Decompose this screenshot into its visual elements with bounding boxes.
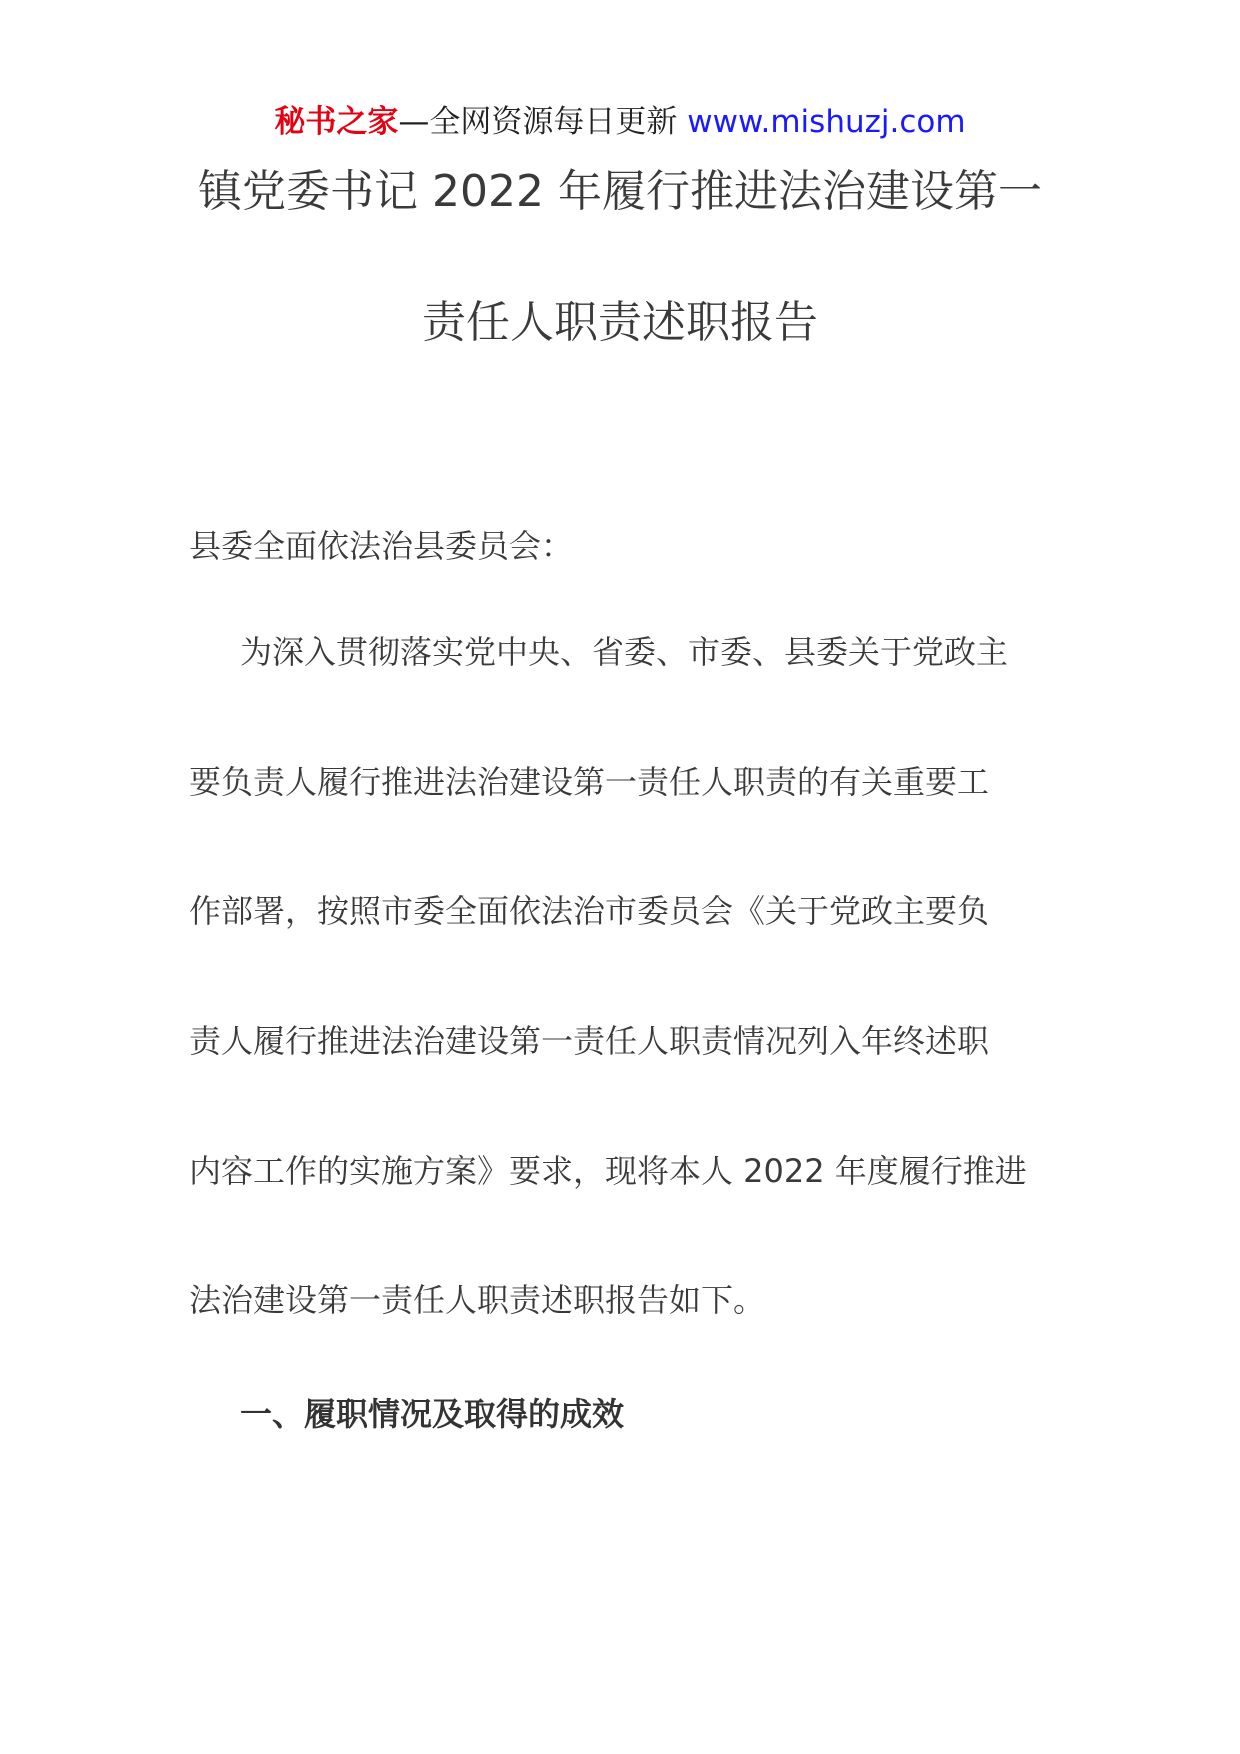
site-header bbox=[0, 102, 1240, 142]
paragraph-line: 内容工作的实施方案》要求，现将本人 2022 年度履行推进 bbox=[189, 1152, 1027, 1190]
paragraph-line: 要负责人履行推进法治建设第一责任人职责的有关重要工 bbox=[189, 763, 990, 801]
website-link[interactable]: www.mishuzj.com bbox=[687, 104, 966, 140]
brand-name: 秘书之家 bbox=[274, 104, 399, 140]
paragraph-line: 作部署，按照市委全面依法治市委员会《关于党政主要负 bbox=[189, 892, 990, 930]
salutation: 县委全面依法治县委员会： bbox=[189, 527, 574, 565]
document-title-line-2: 责任人职责述职报告 bbox=[422, 297, 818, 348]
paragraph-line: 责人履行推进法治建设第一责任人职责情况列入年终述职 bbox=[189, 1022, 990, 1060]
section-heading: 一、履职情况及取得的成效 bbox=[240, 1395, 625, 1433]
paragraph-line: 法治建设第一责任人职责述职报告如下。 bbox=[189, 1281, 766, 1319]
header-tagline: —全网资源每日更新 bbox=[398, 104, 688, 140]
paragraph-line: 为深入贯彻落实党中央、省委、市委、县委关于党政主 bbox=[240, 633, 1009, 671]
document-title-line-1: 镇党委书记 2022 年履行推进法治建设第一 bbox=[198, 166, 1042, 217]
